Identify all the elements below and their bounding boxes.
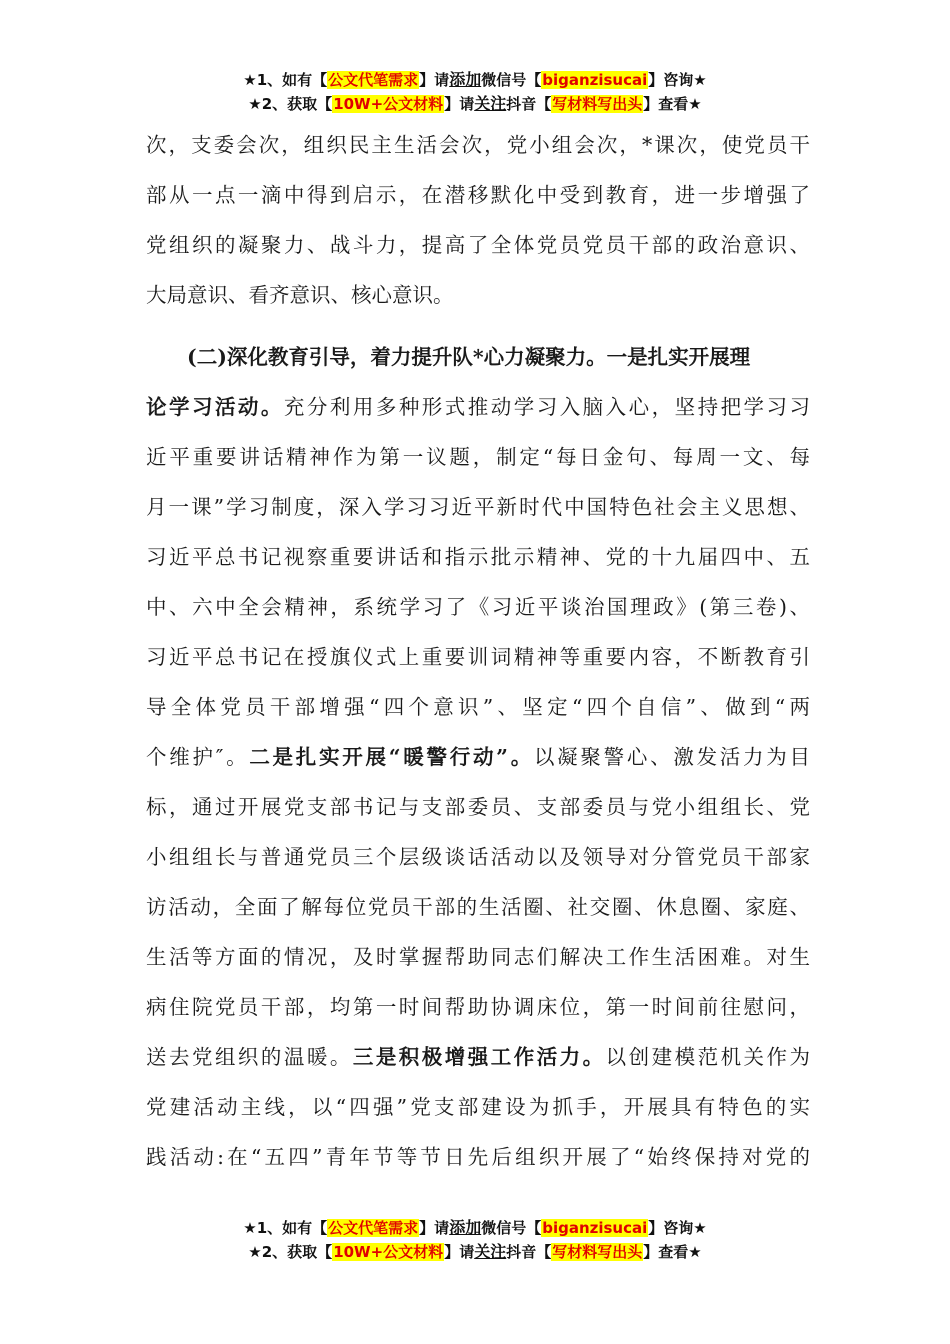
text-line — [146, 1032, 810, 1082]
text-line: 习近平总书记在授旗仪式上重要训词精神等重要内容，不断教育引 — [146, 645, 810, 669]
footer-banner — [0, 1216, 950, 1264]
banner-underline: 添加 — [449, 70, 482, 89]
text-line: 践活动:在“五四”青年节等节日先后组织开展了“始终保持对党的 — [146, 1145, 810, 1169]
text-line: 小组组长与普通党员三个层级谈话活动以及领导对分管党员干部家 — [146, 845, 810, 869]
banner-highlight: biganzisucai — [542, 71, 648, 89]
text-line: 病住院党员干部，均第一时间帮助协调床位，第一时间前往慰问， — [146, 995, 810, 1019]
plain-text: 以创建模范机关作为 — [605, 1045, 811, 1069]
banner-text: 】请 — [444, 1243, 475, 1261]
banner-line-2 — [0, 1240, 950, 1264]
banner-text: 】咨询★ — [648, 71, 707, 89]
banner-highlight: 写材料写出头 — [552, 95, 643, 113]
text-line: 生活等方面的情况，及时掌握帮助同志们解决工作生活困难。对生 — [146, 945, 810, 969]
text-line: 中、六中全会精神，系统学习了《习近平谈治国理政》(第三卷)、 — [146, 595, 810, 619]
header-banner — [0, 68, 950, 116]
banner-text: 微信号【 — [481, 1219, 542, 1237]
text-line: 党组织的凝聚力、战斗力，提高了全体党员党员干部的政治意识、 — [146, 233, 810, 257]
plain-text: 以凝聚警心、激发活力为目 — [533, 745, 810, 769]
banner-text: 】查看★ — [643, 95, 702, 113]
banner-highlight: biganzisucai — [542, 1219, 648, 1237]
document-body — [146, 120, 810, 1182]
bold-text: 三是积极增强工作活力。 — [352, 1045, 606, 1069]
banner-text: 】查看★ — [643, 1243, 702, 1261]
text-line: 访活动，全面了解每位党员干部的生活圈、社交圈、休息圈、家庭、 — [146, 895, 810, 919]
plain-text: 送去党组织的温暖。 — [146, 1045, 353, 1069]
paragraph-gap — [146, 320, 810, 332]
section-heading — [146, 332, 810, 382]
banner-text: 抖音【 — [506, 95, 552, 113]
text-line: 标，通过开展党支部书记与支部委员、支部委员与党小组组长、党 — [146, 795, 810, 819]
bold-text: (二)深化教育引导，着力提升队*心力凝聚力。一是扎实开展理 — [187, 345, 751, 369]
banner-underline: 关注 — [474, 1242, 507, 1261]
banner-text: 】咨询★ — [648, 1219, 707, 1237]
banner-highlight: 写材料写出头 — [552, 1243, 643, 1261]
bold-text: 论学习活动。 — [146, 395, 284, 419]
banner-text: 微信号【 — [481, 71, 542, 89]
text-line: 导全体党员干部增强“四个意识”、坚定“四个自信”、做到“两 — [146, 695, 810, 719]
text-line: 部从一点一滴中得到启示，在潜移默化中受到教育，进一步增强了 — [146, 183, 810, 207]
banner-line-1 — [0, 1216, 950, 1240]
banner-underline: 添加 — [449, 1218, 482, 1237]
text-line: 近平重要讲话精神作为第一议题，制定“每日金句、每周一文、每 — [146, 445, 810, 469]
text-line: 习近平总书记视察重要讲话和指示批示精神、党的十九届四中、五 — [146, 545, 810, 569]
text-line — [146, 732, 810, 782]
banner-highlight: 公文代笔需求 — [328, 71, 419, 89]
banner-highlight: 公文代笔需求 — [328, 1219, 419, 1237]
text-line: 次，支委会次，组织民主生活会次，党小组会次，*课次，使党员干 — [146, 133, 810, 157]
banner-text: 】请 — [444, 95, 475, 113]
banner-highlight: 10W+公文材料 — [333, 1243, 444, 1261]
plain-text: 充分利用多种形式推动学习入脑入心，坚持把学习习 — [283, 395, 811, 419]
banner-line-2 — [0, 92, 950, 116]
text-line: 大局意识、看齐意识、核心意识。 — [146, 283, 454, 307]
banner-underline: 关注 — [474, 94, 507, 113]
plain-text: 个维护″。 — [146, 745, 250, 769]
bold-text: 二是扎实开展“暖警行动”。 — [249, 745, 534, 769]
text-line: 月一课”学习制度，深入学习习近平新时代中国特色社会主义思想、 — [146, 495, 810, 519]
banner-text: 】请 — [419, 71, 450, 89]
banner-text: 】请 — [419, 1219, 450, 1237]
banner-text: ★2、获取【 — [248, 95, 333, 113]
banner-text: ★1、如有【 — [243, 71, 328, 89]
banner-line-1 — [0, 68, 950, 92]
banner-text: ★1、如有【 — [243, 1219, 328, 1237]
banner-text: 抖音【 — [506, 1243, 552, 1261]
text-line: 党建活动主线，以“四强”党支部建设为抓手，开展具有特色的实 — [146, 1095, 810, 1119]
text-line — [146, 382, 810, 432]
banner-highlight: 10W+公文材料 — [333, 95, 444, 113]
banner-text: ★2、获取【 — [248, 1243, 333, 1261]
